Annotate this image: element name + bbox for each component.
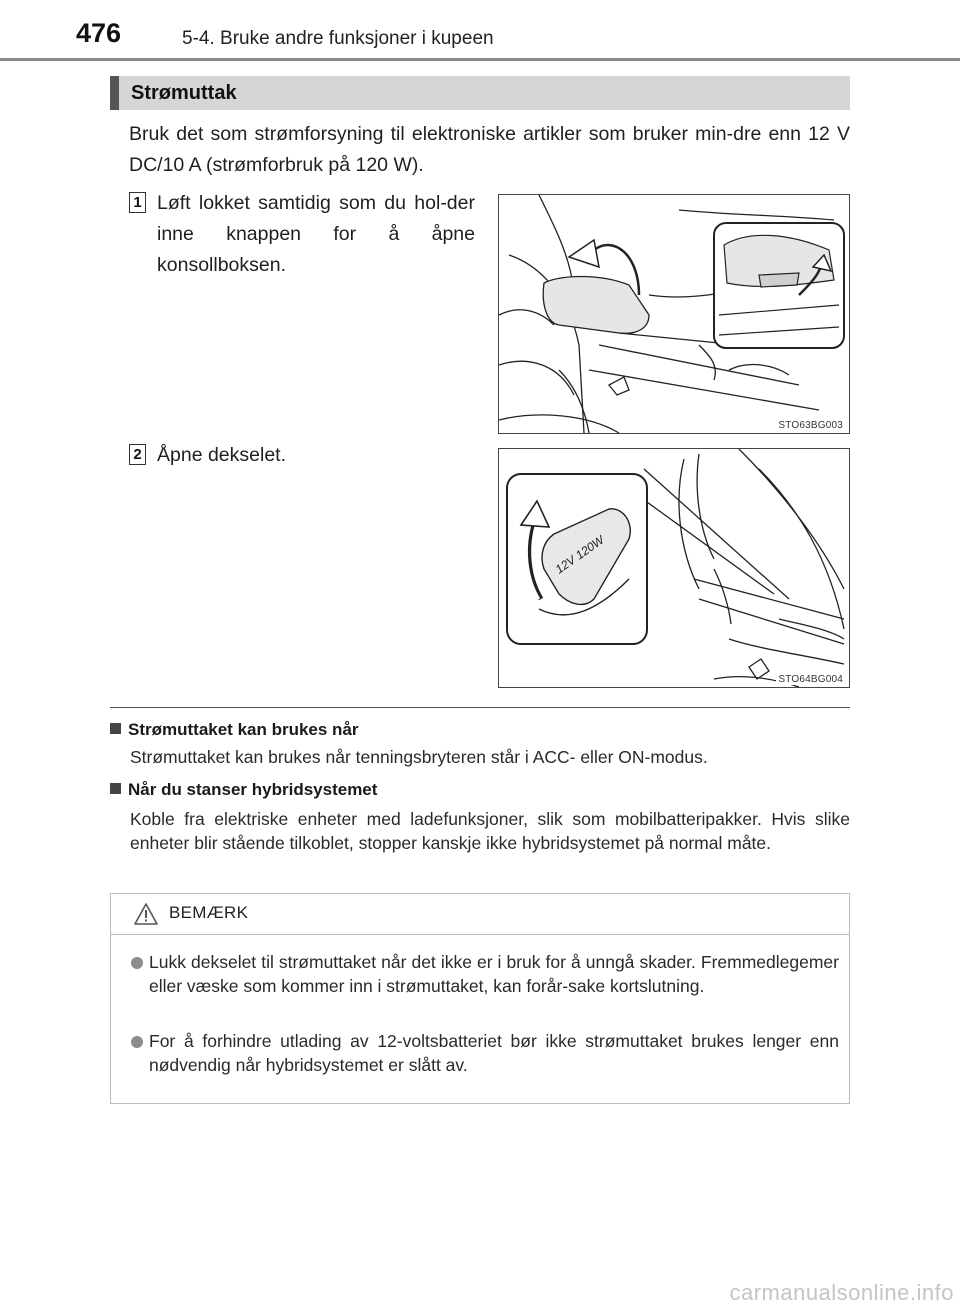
note-title-2: Når du stanser hybridsystemet [128,780,378,799]
section-divider [110,707,850,708]
warning-triangle-icon [133,902,159,926]
note-heading-2 [110,780,377,800]
square-bullet-icon [110,783,121,794]
section-header [110,76,850,110]
socket-rating-label: 12V 120W [552,532,607,577]
chapter-title: 5-4. Bruke andre funksjoner i kupeen [182,28,494,49]
note-heading-1 [110,720,359,740]
caution-box [110,893,850,1104]
step-number-2: 2 [129,444,146,465]
figure-code-1: STO63BG003 [778,420,843,431]
note-title-1: Strømuttaket kan brukes når [128,720,359,739]
caution-header [111,894,849,935]
caution-title: BEMÆRK [169,903,249,922]
round-bullet-icon [131,1036,143,1048]
note-body-2: Koble fra elektriske enheter med ladefunksjoner, slik som mobilbatteripakker. Hvis slike enheter blir stående tilkoblet, stopper kanskje ikke hybridsystemet på normal måte. [130,809,850,853]
round-bullet-icon [131,957,143,969]
step-number-1: 1 [129,192,146,213]
caution-item-1: Lukk dekselet til strømuttaket når det ikke er i bruk for å unngå skader. Fremmedlegemer eller væske som kommer inn i strømuttaket, kan forår-sake kortslutning. [149,952,839,996]
section-intro: Bruk det som strømforsyning til elektroniske artikler som bruker min-dre enn 12 V DC/10 A (strømforbruk på 120 W). [129,123,850,176]
console-box-drawing [499,195,849,433]
illustration-console-box [498,194,850,434]
section-title: Strømuttak [131,82,237,104]
header-divider [0,58,960,61]
caution-item-2: For å forhindre utlading av 12-voltsbatteriet bør ikke strømuttaket brukes lenger enn nødvendig når hybridsystemet er slått av. [149,1031,839,1075]
square-bullet-icon [110,723,121,734]
figure-code-2: STO64BG004 [778,674,843,685]
step-text-2: Åpne dekselet. [157,444,287,466]
power-outlet-drawing [499,449,849,687]
watermark: carmanualsonline.info [729,1280,954,1305]
illustration-power-outlet [498,448,850,688]
step-text-1: Løft lokket samtidig som du hol-der inne knappen for å åpne konsollboksen. [157,192,475,276]
page-number: 476 [76,18,122,48]
note-body-1: Strømuttaket kan brukes når tenningsbryteren står i ACC- eller ON-modus. [130,747,708,767]
